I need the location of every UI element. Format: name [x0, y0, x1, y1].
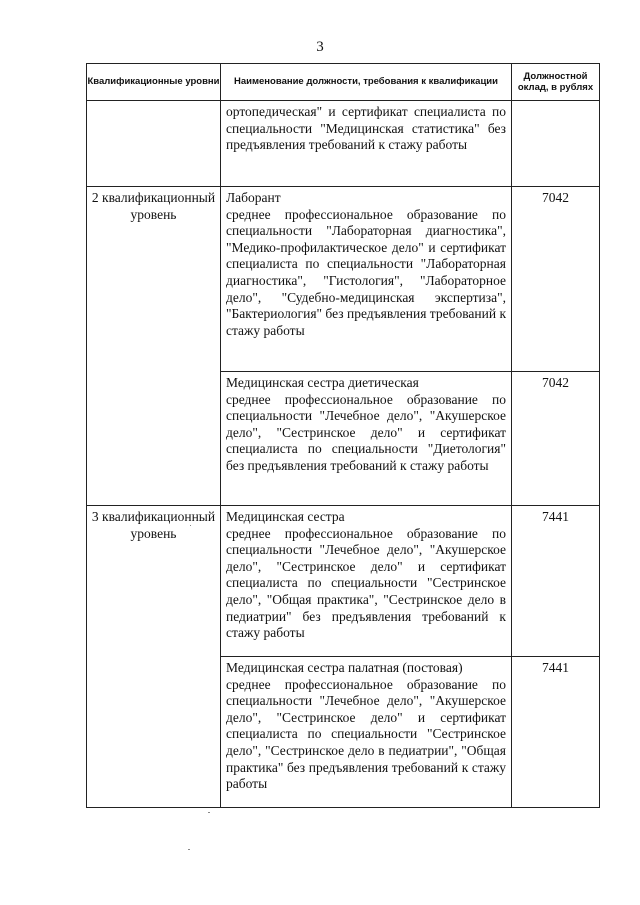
salary-cell-empty	[512, 101, 600, 187]
qualification-level-3: 3 квалификационный уровень	[87, 506, 221, 808]
table-row	[87, 187, 600, 372]
position-requirements: среднее профессиональное образование по специальности "Лабораторная диагностика", "Медико-профилактическое дело" и сертификат специалиста по специальности "Лабораторная диагностика", "Гистология", "Лабораторное дело", "Судебно-медицинская экспертиза", "Бактериология" без предъявления требований к стажу работы	[226, 206, 506, 338]
position-requirements: среднее профессиональное образование по специальности "Лечебное дело", "Акушерское дело", "Сестринское дело" и сертификат специалиста по специальности "Сестринское дело", "Сестринское дело в педиатрии", "Общая практика" без предъявления требований к стажу работы	[226, 676, 506, 792]
position-description	[221, 187, 512, 372]
salary-value: 7042	[512, 187, 600, 372]
scan-speck	[208, 812, 210, 813]
position-description	[221, 506, 512, 657]
header-position: Наименование должности, требования к квалификации	[221, 64, 512, 101]
level-cell-empty	[87, 101, 221, 187]
position-requirements: среднее профессиональное образование по специальности "Лечебное дело", "Акушерское дело", "Сестринское дело" и сертификат специалиста по специальности "Диетология" без предъявления требований к стажу работы	[226, 391, 506, 473]
position-description	[221, 372, 512, 506]
salary-value: 7441	[512, 506, 600, 657]
position-title: Лаборант	[226, 190, 281, 205]
scan-speck	[190, 525, 191, 526]
position-title: Медицинская сестра	[226, 509, 345, 524]
salary-value: 7441	[512, 657, 600, 808]
position-title: Медицинская сестра палатная (постовая)	[226, 660, 463, 675]
header-salary: Должностной оклад, в рублях	[512, 64, 600, 101]
table-row-continuation	[87, 101, 600, 187]
scan-speck	[188, 849, 190, 850]
qualification-level-2: 2 квалификационный уровень	[87, 187, 221, 506]
table-row	[87, 506, 600, 657]
qualification-table	[86, 63, 600, 808]
position-title: Медицинская сестра диетическая	[226, 375, 419, 390]
position-description	[221, 657, 512, 808]
salary-value: 7042	[512, 372, 600, 506]
header-levels: Квалификационные уровни	[87, 64, 221, 101]
position-requirements: среднее профессиональное образование по специальности "Лечебное дело", "Акушерское дело", "Сестринское дело" и сертификат специалиста по специальности "Сестринское дело", "Общая практика", "Сестринское дело в педиатрии" без предъявления требований к стажу работы	[226, 525, 506, 641]
continuation-text: ортопедическая" и сертификат специалиста по специальности "Медицинская статистика" без предъявления требований к стажу работы	[226, 104, 506, 153]
page-number: 3	[316, 39, 324, 55]
table-header-row	[87, 64, 600, 101]
requirements-continuation	[221, 101, 512, 187]
